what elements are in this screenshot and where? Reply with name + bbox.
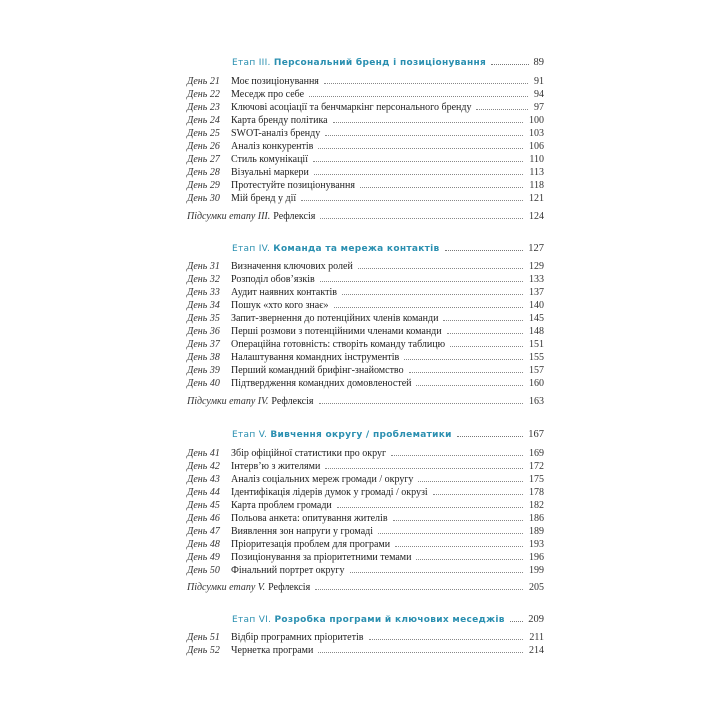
dot-leader: [319, 403, 524, 404]
entry-page-number: 148: [529, 326, 544, 337]
entry-day: День 46: [187, 513, 220, 524]
entry-day: День 34: [187, 300, 220, 311]
entry-day: День 22: [187, 89, 220, 100]
entry-day: День 39: [187, 365, 220, 376]
dot-leader: [342, 294, 523, 295]
dot-leader: [313, 161, 523, 162]
dot-leader: [510, 621, 524, 622]
stage-label: Етап V.: [232, 430, 268, 440]
toc-entry: [187, 100, 544, 113]
entry-day: День 25: [187, 128, 220, 139]
entry-day: День 21: [187, 76, 220, 87]
entry-day: День 52: [187, 645, 220, 656]
entry-page-number: 157: [529, 365, 544, 376]
summary-page-number: 124: [529, 211, 544, 222]
dot-leader: [350, 572, 523, 573]
toc-entry: [187, 376, 544, 389]
entry-day: День 28: [187, 167, 220, 178]
toc-entry: [187, 259, 544, 272]
dot-leader: [476, 109, 528, 110]
entry-day: День 26: [187, 141, 220, 152]
entry-day: День 32: [187, 274, 220, 285]
stage-label: Етап IV.: [232, 244, 271, 254]
stage-title: [232, 58, 486, 68]
toc-entry: [187, 350, 544, 363]
toc-entry: [187, 563, 544, 576]
dot-leader: [378, 533, 523, 534]
toc-entry: [187, 643, 544, 656]
entry-day: День 30: [187, 193, 220, 204]
toc-entry: [187, 311, 544, 324]
entry-page-number: 118: [529, 180, 544, 191]
toc-entry: [187, 363, 544, 376]
stage-name: Персональний бренд і позиціонування: [273, 58, 487, 68]
entry-page-number: 106: [529, 141, 544, 152]
entry-title: Чернетка програми: [231, 645, 314, 656]
entry-title: Позиціонування за пріоритетними темами: [231, 552, 412, 563]
dot-leader: [318, 652, 523, 653]
entry-title: Ідентифікація лідерів думок у громаді / окрузі: [231, 487, 428, 498]
toc-entry: [187, 165, 544, 178]
entry-title: Операційна готовність: створіть команду таблицю: [231, 339, 446, 350]
dot-leader: [447, 333, 523, 334]
toc-entry: [187, 298, 544, 311]
toc-entry: [187, 337, 544, 350]
toc-entry: [187, 630, 544, 643]
entry-day: День 27: [187, 154, 220, 165]
entry-page-number: 140: [529, 300, 544, 311]
entry-title: SWOT-аналіз бренду: [231, 128, 321, 139]
stage-heading: [232, 424, 544, 440]
entry-title: Виявлення зон напруги у громаді: [231, 526, 373, 537]
stage-label: Етап VI.: [232, 615, 272, 625]
entry-day: День 24: [187, 115, 220, 126]
dot-leader: [314, 174, 523, 175]
stage-title: [232, 244, 440, 254]
entry-title: Пошук «хто кого знає»: [231, 300, 329, 311]
stage-summary: [187, 208, 544, 222]
entry-day: День 38: [187, 352, 220, 363]
dot-leader: [337, 507, 523, 508]
dot-leader: [418, 481, 523, 482]
dot-leader: [416, 385, 523, 386]
entry-day: День 41: [187, 448, 220, 459]
stage-heading: [232, 52, 544, 68]
entry-page-number: 155: [529, 352, 544, 363]
entry-page-number: 214: [529, 645, 544, 656]
dot-leader: [320, 281, 523, 282]
entry-page-number: 175: [529, 474, 544, 485]
entry-title: Аналіз конкурентів: [231, 141, 314, 152]
dot-leader: [404, 359, 523, 360]
entry-title: Пріоритезація проблем для програми: [231, 539, 391, 550]
entry-title: Фінальний портрет округу: [231, 565, 345, 576]
entry-page-number: 100: [529, 115, 544, 126]
stage-page-number: 89: [533, 57, 544, 68]
toc-entry: [187, 126, 544, 139]
dot-leader: [369, 639, 524, 640]
dot-leader: [315, 589, 523, 590]
toc-entry: [187, 178, 544, 191]
entry-title: Підтвердження командних домовленостей: [231, 378, 412, 389]
entry-day: День 37: [187, 339, 220, 350]
dot-leader: [358, 268, 523, 269]
entry-day: День 47: [187, 526, 220, 537]
toc-entry: [187, 272, 544, 285]
dot-leader: [445, 250, 524, 251]
summary-label: Підсумки етапу V.: [187, 582, 266, 593]
dot-leader: [443, 320, 523, 321]
entry-title: Стиль комунікації: [231, 154, 308, 165]
dot-leader: [395, 546, 523, 547]
entry-page-number: 211: [529, 632, 544, 643]
entry-page-number: 151: [529, 339, 544, 350]
dot-leader: [391, 455, 523, 456]
entry-day: День 36: [187, 326, 220, 337]
entry-title: Ключові асоціації та бенчмаркінг персонального бренду: [231, 102, 472, 113]
dot-leader: [491, 64, 528, 65]
entry-title: Запит-звернення до потенційних членів команди: [231, 313, 439, 324]
summary-label: Підсумки етапу III.: [187, 211, 271, 222]
entry-page-number: 103: [529, 128, 544, 139]
entry-page-number: 196: [529, 552, 544, 563]
dot-leader: [325, 135, 523, 136]
summary-page-number: 163: [529, 396, 544, 407]
dot-leader: [360, 187, 523, 188]
entry-title: Моє позиціонування: [231, 76, 319, 87]
entry-day: День 51: [187, 632, 220, 643]
dot-leader: [416, 559, 523, 560]
entry-day: День 45: [187, 500, 220, 511]
entry-title: Перший командний брифінг-знайомство: [231, 365, 404, 376]
entry-day: День 23: [187, 102, 220, 113]
entry-title: Відбір програмних пріоритетів: [231, 632, 364, 643]
summary-label: Підсумки етапу IV.: [187, 396, 269, 407]
stage-name: Команда та мережа контактів: [273, 244, 440, 254]
entry-page-number: 137: [529, 287, 544, 298]
entry-page-number: 113: [529, 167, 544, 178]
entry-title: Аналіз соціальних мереж громади / округу: [231, 474, 414, 485]
entry-day: День 31: [187, 261, 220, 272]
dot-leader: [324, 83, 528, 84]
toc-entry: [187, 550, 544, 563]
entry-title: Карта проблем громади: [231, 500, 332, 511]
dot-leader: [457, 436, 524, 437]
toc-entry: [187, 498, 544, 511]
entry-page-number: 199: [529, 565, 544, 576]
dot-leader: [333, 122, 523, 123]
stage-page-number: 127: [528, 243, 544, 254]
entry-page-number: 172: [529, 461, 544, 472]
entry-title: Протестуйте позиціонування: [231, 180, 355, 191]
entry-title: Налаштування командних інструментів: [231, 352, 400, 363]
stage-title: [232, 430, 452, 440]
entry-page-number: 178: [529, 487, 544, 498]
stage-page-number: 167: [528, 429, 544, 440]
entry-day: День 42: [187, 461, 220, 472]
stage-page-number: 209: [528, 614, 544, 625]
stage-summary: [187, 393, 544, 407]
entry-page-number: 129: [529, 261, 544, 272]
dot-leader: [318, 148, 523, 149]
toc-entry: [187, 152, 544, 165]
toc-entry: [187, 537, 544, 550]
entry-day: День 50: [187, 565, 220, 576]
entry-title: Меседж про себе: [231, 89, 305, 100]
entry-page-number: 189: [529, 526, 544, 537]
entry-title: Карта бренду політика: [231, 115, 328, 126]
entry-title: Візуальні маркери: [231, 167, 309, 178]
dot-leader: [393, 520, 523, 521]
entry-page-number: 160: [529, 378, 544, 389]
entry-day: День 35: [187, 313, 220, 324]
entry-title: Польова анкета: опитування жителів: [231, 513, 388, 524]
stage-summary: [187, 579, 544, 593]
stage-heading: [232, 609, 544, 625]
toc-entry: [187, 74, 544, 87]
dot-leader: [301, 200, 523, 201]
entry-title: Розподіл обов’язків: [231, 274, 315, 285]
entry-page-number: 193: [529, 539, 544, 550]
entry-page-number: 186: [529, 513, 544, 524]
summary-page-number: 205: [529, 582, 544, 593]
entry-title: Мій бренд у дії: [231, 193, 297, 204]
entry-page-number: 97: [534, 102, 544, 113]
entry-page-number: 121: [529, 193, 544, 204]
toc-entry: [187, 446, 544, 459]
entry-page-number: 145: [529, 313, 544, 324]
entry-day: День 43: [187, 474, 220, 485]
entry-title: Інтерв’ю з жителями: [231, 461, 321, 472]
entry-page-number: 94: [534, 89, 544, 100]
entry-day: День 33: [187, 287, 220, 298]
toc-entry: [187, 524, 544, 537]
toc-entry: [187, 285, 544, 298]
entry-page-number: 182: [529, 500, 544, 511]
toc-entry: [187, 87, 544, 100]
entry-day: День 48: [187, 539, 220, 550]
entry-day: День 29: [187, 180, 220, 191]
dot-leader: [450, 346, 523, 347]
entry-title: Перші розмови з потенційними членами команди: [231, 326, 442, 337]
toc-entry: [187, 113, 544, 126]
entry-title: Визначення ключових ролей: [231, 261, 353, 272]
dot-leader: [320, 218, 523, 219]
entry-page-number: 169: [529, 448, 544, 459]
dot-leader: [325, 468, 523, 469]
dot-leader: [409, 372, 523, 373]
entry-day: День 44: [187, 487, 220, 498]
stage-name: Вивчення округу / проблематики: [270, 430, 452, 440]
entry-page-number: 110: [529, 154, 544, 165]
stage-heading: [232, 238, 544, 254]
toc-entry: [187, 324, 544, 337]
summary-title: Рефлексія: [273, 211, 316, 222]
summary-title: Рефлексія: [271, 396, 314, 407]
toc-entry: [187, 485, 544, 498]
summary-title: Рефлексія: [268, 582, 311, 593]
entry-day: День 49: [187, 552, 220, 563]
toc-entry: [187, 139, 544, 152]
stage-title: [232, 615, 505, 625]
entry-title: Збір офіційної статистики про округ: [231, 448, 387, 459]
toc-entry: [187, 472, 544, 485]
entry-day: День 40: [187, 378, 220, 389]
dot-leader: [309, 96, 528, 97]
toc-entry: [187, 511, 544, 524]
entry-page-number: 91: [534, 76, 544, 87]
entry-title: Аудит наявних контактів: [231, 287, 337, 298]
stage-label: Етап III.: [232, 58, 271, 68]
stage-name: Розробка програми й ключових меседжів: [274, 615, 505, 625]
entry-page-number: 133: [529, 274, 544, 285]
dot-leader: [334, 307, 523, 308]
toc-entry: [187, 191, 544, 204]
toc-entry: [187, 459, 544, 472]
dot-leader: [433, 494, 523, 495]
